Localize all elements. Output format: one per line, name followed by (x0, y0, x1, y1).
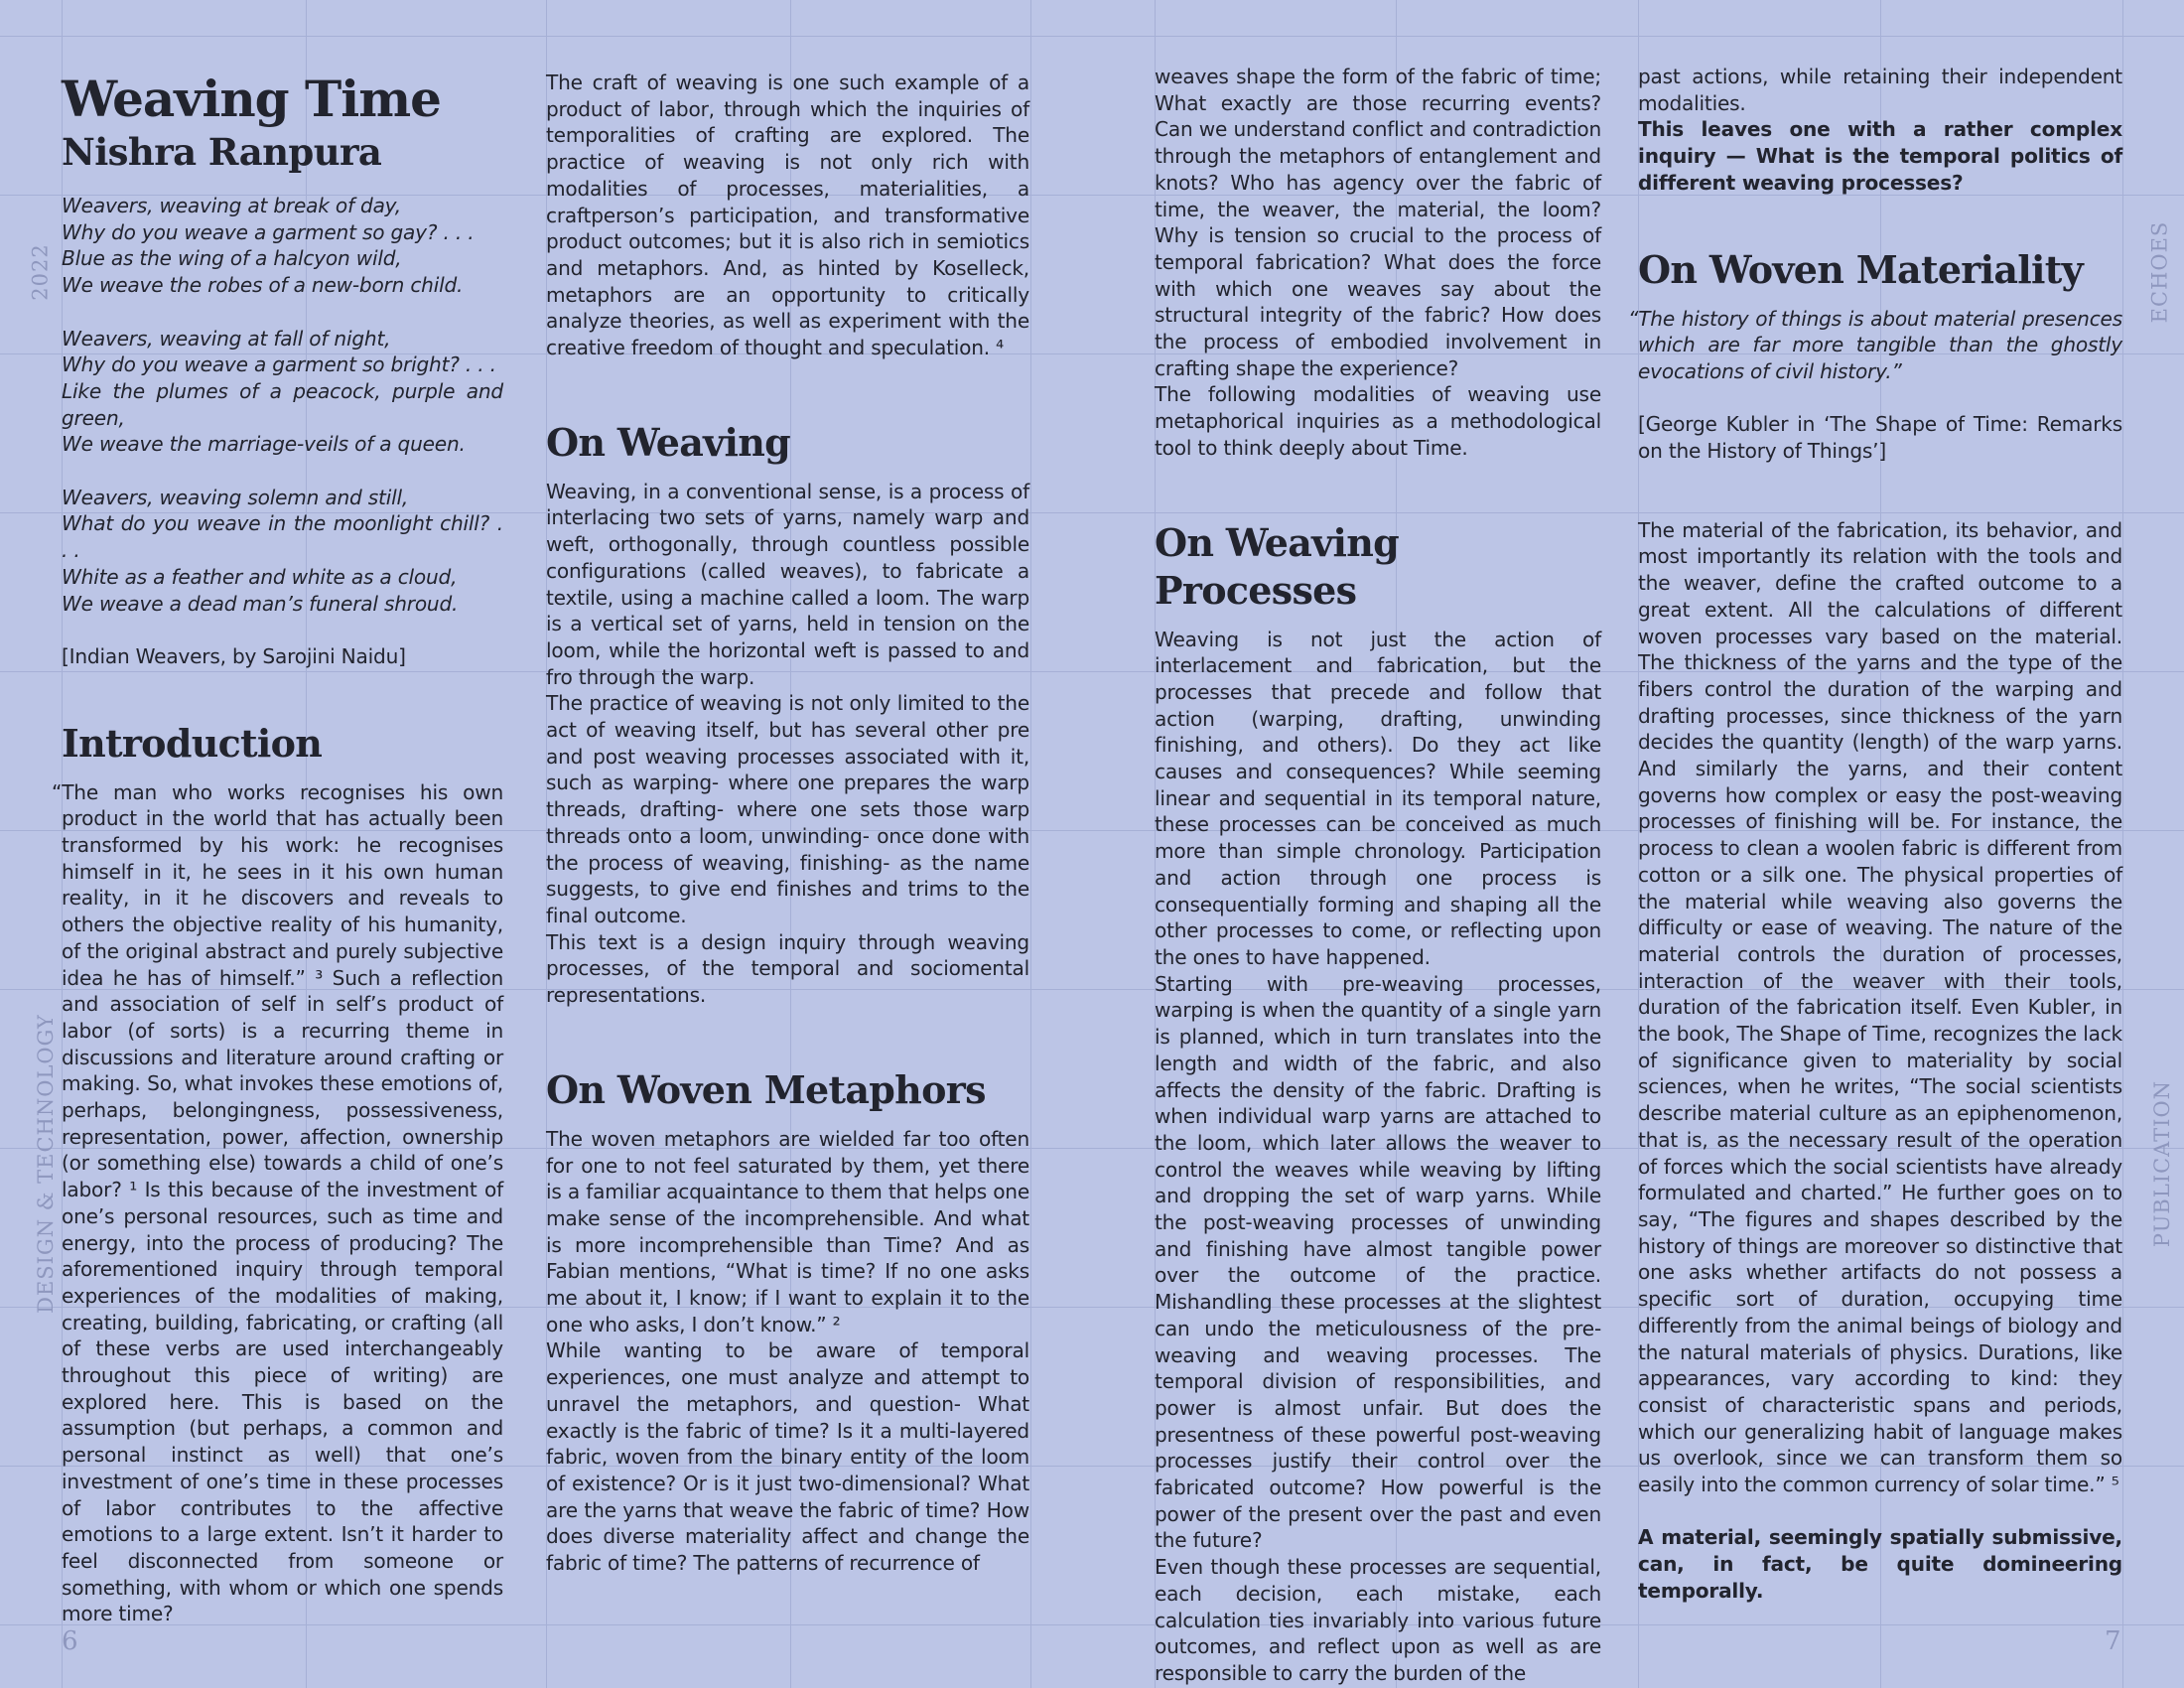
heading-on-woven-materiality: On Woven Materiality (1638, 246, 2083, 292)
on-weaving-paragraph: Weaving, in a conventional sense, is a process of interlacing two sets of yarns, namely warp and weft, orthogonally, through countless possible configurations (called weaves), to fabricate a textile, using a machine called a loom. The warp is a vertical set of yarns, held in tension on the loom, while the horizontal weft is passed to and fro through the warp. (546, 479, 1029, 689)
processes-paragraph: Even though these processes are sequential, each decision, each mistake, each calculation ties invariably into various future outcomes, and reflect upon as well as are responsible to carry the burden of the (1155, 1555, 1601, 1685)
heading-on-weaving-processes: On Weaving Processes (1155, 519, 1400, 613)
processes-paragraph: Weaving is not just the action of interlacement and fabrication, but the processes that precede and follow that action (warping, drafting, unwinding finishing, and others). Do they act like causes and consequences? While seeming linear and sequential in its temporal nature, these processes can be conceived as much more than simple chronology. Participation and action through one process is consequentially forming and shaping all the other processes to come, or reflecting upon the ones to have happened. (1155, 627, 1601, 969)
heading-on-weaving: On Weaving (546, 419, 791, 465)
materiality-conclusion: A material, seemingly spatially submissive, can, in fact, be quite domineering temporally. (1638, 1525, 2122, 1603)
on-weaving-paragraph: The practice of weaving is not only limited to the act of weaving itself, but has several other pre and post weaving processes associated with it, such as warping- where one prepares the warp threads, drafting- where one sets those warp threads onto a loom, unwinding- once done with the process of weaving, finishing- as the name suggests, to give end finishes and trims to the final outcome. (546, 691, 1029, 927)
poem-line: Weavers, weaving solemn and still, (62, 485, 409, 509)
heading-on-woven-metaphors: On Woven Metaphors (546, 1066, 986, 1112)
margin-section: DESIGN & TECHNOLOGY (33, 1014, 58, 1314)
grid-line (0, 36, 2184, 37)
kubler-quote-source: [George Kubler in ‘The Shape of Time: Remarks on the History of Things’] (1638, 412, 2122, 464)
poem-line: Like the plumes of a peacock, purple and green, (62, 378, 503, 430)
heading-introduction: Introduction (62, 720, 323, 766)
materiality-paragraph: The material of the fabrication, its behavior, and most importantly its relation with the tools and the weaver, define the crafted outcome to a great extent. All the calculations of different woven processes vary based on the material. The thickness of the yarns and the type of the fibers control the duration of the warping and drafting processes, since thickness of the yarn decides the quantity (length) of the warp yarns. And similarly the yarns, and their content governs how complex or easy the post-weaving processes of finishing will be. For instance, the process to clean a woolen fabric is different from cotton or a silk one. The physical properties of the material while weaving also governs the difficulty or ease of weaving. The nature of the material controls the duration of processes, interaction of the weaver with their tools, duration of the fabrication itself. Even Kubler, in the book, The Shape of Time, recognizes the lack of significance given to materiality by social sciences, when he writes, “The social scientists describe material culture as an epiphenomenon, that is, as the necessary result of the operation of forces which the social scientists have already formulated and charted.” He further goes on to say, “The figures and shapes described by the history of things are moreover so distinctive that one asks whether artifacts do not possess a specific sort of duration, occupying time differently from the animal beings of biology and the natural materials of physics. Durations, like appearances, vary according to kind: they consist of characteristic spans and periods, which our generalizing habit of language makes us overlook, since we can transform them so easily into the common currency of solar time.” ⁵ (1638, 517, 2122, 1497)
processes-question: This leaves one with a rather complex inquiry — What is the temporal politics of different weaving processes? (1638, 117, 2122, 195)
metaphors-paragraph: The following modalities of weaving use metaphorical inquiries as a methodological tool to think deeply about Time. (1155, 382, 1601, 460)
page-number-right: 7 (2105, 1626, 2121, 1656)
poem (62, 193, 503, 617)
processes-paragraph: Starting with pre-weaving processes, warping is when the quantity of a single yarn is planned, which in turn translates into the length and width of the fabric, and also affects the density of the fabric. Drafting is when individual warp yarns are attached to the loom, which later allows the weaver to control the weaves while weaving by lifting and dropping the set of warp yarns. While the post-weaving processes of unwinding and finishing have almost tangible power over the outcome of the practice. Mishandling these processes at the slightest can undo the meticulousness of the pre-weaving and weaving processes. The temporal division of responsibilities, and power is almost unfair. But does the presentness of these powerful post-weaving processes justify their control over the fabricated outcome? How powerful is the power of the present over the past and even the future? (1155, 971, 1601, 1553)
grid-line (2122, 0, 2123, 1688)
poem-line: What do you weave in the moonlight chill? . . . (62, 511, 503, 563)
article-title: Weaving Time (62, 70, 441, 128)
margin-year: 2022 (28, 243, 53, 301)
grid-line (1030, 0, 1031, 1688)
column-3 (1155, 64, 1601, 1687)
kubler-quote: “The history of things is about material presences which are far more tangible than the ghostly evocations of civil history.” (1628, 306, 2122, 383)
column-1 (52, 70, 503, 1627)
poem-line: We weave the robes of a new-born child. (62, 273, 464, 298)
poem-line: Weavers, weaving at fall of night, (62, 326, 391, 351)
metaphors-paragraph: The woven metaphors are wielded far too often for one to not feel saturated by them, yet there is a familiar acquaintance to them that helps one make sense of the incomprehensible. And what is more incomprehensible than Time? And as Fabian mentions, “What is time? If no one asks me about it, I know; if I want to explain it to the one who asks, I don’t know.” ² (546, 1126, 1029, 1336)
on-weaving-paragraph: This text is a design inquiry through weaving processes, of the temporal and sociomental representations. (546, 929, 1029, 1008)
poem-line: Blue as the wing of a halcyon wild, (62, 246, 402, 271)
poem-line: Weavers, weaving at break of day, (62, 194, 401, 217)
metaphors-paragraph: While wanting to be aware of temporal experiences, one must analyze and attempt to unravel the metaphors, and question- What exactly is the fabric of time? Is it a multi-layered fabric, woven from the binary entity of the loom of existence? Or is it just two-dimensional? What are the yarns that weave the fabric of time? How does diverse materiality affect and change the fabric of time? The patterns of recurrence of (546, 1338, 1029, 1576)
margin-series: ECHOES (2147, 220, 2172, 324)
poem-line: We weave the marriage-veils of a queen. (62, 432, 466, 457)
introduction-text: “The man who works recognises his own product in the world that has actually been transformed by his work: he recognises himself in it, he sees in it his own human reality, in it he discovers and reveals to others the objective reality of his humanity, of the original abstract and purely subjective idea he has of himself.” ³ Such a reflection and association of self in self’s product of labor (of sorts) is a recurring theme in discussions and literature around crafting or making. So, what invokes these emotions of, perhaps, belongingness, possessiveness, representation, power, affection, ownership (or something else) towards a child of one’s labor? ¹ Is this because of the investment of one’s personal resources, such as time and energy, into the process of producing? The aforementioned inquiry through temporal experiences of the modalities of making, creating, building, fabricating, or crafting (all of these verbs are used interchangeably throughout this piece of writing) are explored here. This is based on the assumption (but perhaps, a common and personal instinct as well) that one’s investment of one’s time in these processes of labor contributes to the affective emotions to a large extent. Isn’t it harder to feel disconnected from someone or something, with whom or which one spends more time? (52, 779, 503, 1626)
margin-category: PUBLICATION (2150, 1079, 2175, 1248)
article-author: Nishra Ranpura (62, 130, 382, 174)
processes-paragraph: past actions, while retaining their independent modalities. (1638, 65, 2122, 115)
column-4 (1628, 64, 2122, 1605)
poem-line: White as a feather and white as a cloud, (62, 564, 458, 589)
metaphors-paragraph: weaves shape the form of the fabric of time; What exactly are those recurring events? Can we understand conflict and contradiction through the metaphors of entanglement and knots? Who has agency over the fabric of time, the weaver, the material, the loom? Why is tension so crucial to the process of temporal fabrication? What does the force with which one weaves say about the structural integrity of the fabric? How does the process of embodied involvement in crafting shape the experience? (1155, 65, 1601, 380)
poem-line: We weave a dead man’s funeral shroud. (62, 591, 459, 616)
poem-source: [Indian Weavers, by Sarojini Naidu] (62, 643, 406, 668)
page-number-left: 6 (62, 1626, 78, 1656)
poem-line: Why do you weave a garment so gay? . . . (62, 219, 475, 244)
poem-line: Why do you weave a garment so bright? . . . (62, 352, 496, 377)
weaving-intro-text: The craft of weaving is one such example of a product of labor, through which the inquiries of temporalities of crafting are explored. The practice of weaving is not only rich with modalities of processes, materialities, a craftperson’s participation, and transformative product outcomes; but it is also rich in semiotics and metaphors. And, as hinted by Koselleck, metaphors are an opportunity to critically analyze theories, as well as experiment with the creative freedom of thought and speculation. ⁴ (546, 70, 1029, 360)
column-2 (546, 70, 1029, 1577)
